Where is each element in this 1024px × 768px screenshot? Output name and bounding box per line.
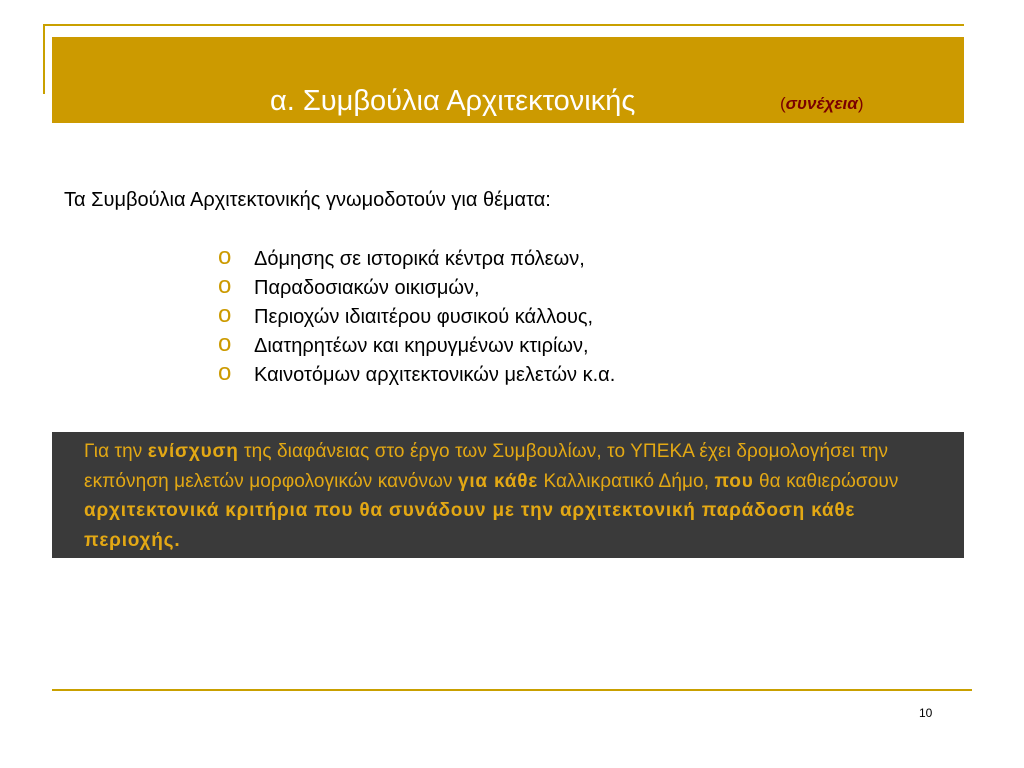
slide-title: α. Συμβούλια Αρχιτεκτονικής	[270, 85, 636, 117]
info-paragraph	[84, 437, 944, 555]
bullet-icon: o	[218, 359, 232, 386]
intro-text: Τα Συμβούλια Αρχιτεκτονικής γνωμοδοτούν για θέματα:	[64, 189, 551, 211]
note-close-paren: )	[857, 94, 864, 113]
list-item-text: Περιοχών ιδιαιτέρου φυσικού κάλλους,	[254, 306, 594, 328]
note-open-paren: (	[780, 94, 786, 113]
list-item	[218, 361, 615, 390]
bullet-icon: o	[218, 243, 232, 270]
list-item	[218, 332, 615, 361]
info-emphasis: για κάθε	[457, 470, 539, 492]
list-item	[218, 245, 615, 274]
note-word: συνέχεια	[785, 94, 858, 113]
bullet-icon: o	[218, 330, 232, 357]
info-emphasis: που	[714, 470, 754, 492]
list-item	[218, 303, 615, 332]
info-segment: θα καθιερώσουν	[753, 470, 899, 492]
info-segment: της διαφάνειας στο έργο των Συμβουλίων, το ΥΠΕΚΑ έχει δρομολογήσει την εκπόνηση μελετών μορφολογικών κανόνων	[84, 441, 889, 492]
list-item-text: Δόμησης σε ιστορικά κέντρα πόλεων,	[254, 248, 585, 270]
bullet-icon: o	[218, 301, 232, 328]
info-segment: Καλλικρατικό Δήμο,	[538, 470, 715, 492]
page-number: 10	[919, 706, 933, 720]
left-frame-line	[43, 24, 45, 94]
list-item-text: Καινοτόμων αρχιτεκτονικών μελετών κ.α.	[254, 364, 616, 386]
info-segment: Για την	[84, 441, 148, 462]
list-item-text: Παραδοσιακών οικισμών,	[254, 277, 480, 299]
footer-divider	[52, 689, 972, 691]
bullet-icon: o	[218, 272, 232, 299]
top-frame-line	[43, 24, 964, 26]
topic-list	[218, 245, 615, 390]
list-item-text: Διατηρητέων και κηρυγμένων κτιρίων,	[254, 335, 589, 357]
info-emphasis: ενίσχυση	[147, 441, 239, 462]
title-continuation-note	[780, 93, 864, 115]
info-emphasis: αρχιτεκτονικά κριτήρια που θα συνάδουν με την αρχιτεκτονική παράδοση κάθε περιοχής.	[84, 500, 856, 551]
list-item	[218, 274, 615, 303]
